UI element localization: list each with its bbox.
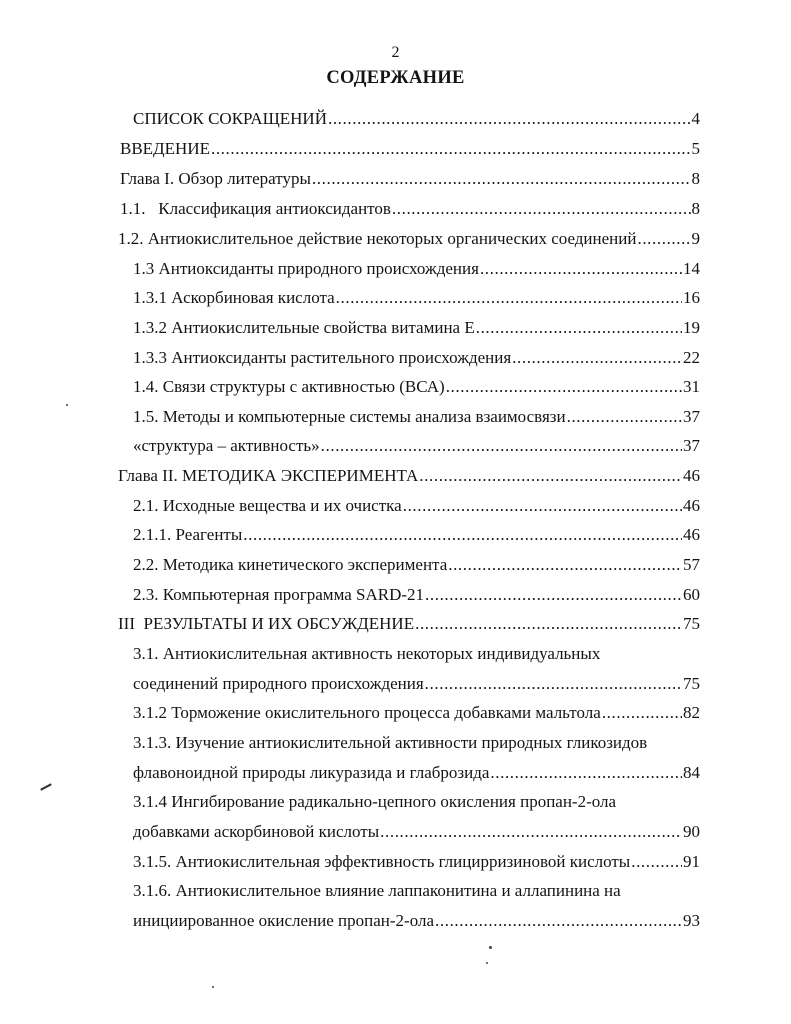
- toc-entry-text: Глава II. МЕТОДИКА ЭКСПЕРИМЕНТА: [118, 466, 419, 485]
- toc-entry-text: 3.1.2 Торможение окислительного процесса добавками мальтола: [133, 703, 601, 722]
- toc-entry-text: 1.3 Антиоксиданты природного происхождения: [133, 259, 479, 278]
- toc-entry-text: 1.5. Методы и компьютерные системы анализа взаимосвязи: [133, 407, 566, 426]
- toc-entry-text: 2.2. Методика кинетического эксперимента: [133, 555, 448, 574]
- toc-entry: [133, 348, 700, 368]
- toc-leader-dots: [435, 911, 682, 931]
- toc-entry-page: 9: [691, 229, 700, 248]
- toc-entry-text: добавками аскорбиновой кислоты: [133, 822, 380, 841]
- toc-entry-text: 2.1. Исходные вещества и их очистка: [133, 496, 402, 515]
- toc-entry-page: 19: [683, 318, 700, 337]
- scan-speck: [66, 404, 68, 406]
- toc-leader-dots: [490, 763, 682, 783]
- toc-entry: [120, 169, 700, 189]
- toc-entry: [133, 377, 700, 397]
- toc-entry-page: 57: [683, 555, 700, 574]
- toc-entry-text: 3.1.4 Ингибирование радикально-цепного окисления пропан-2-ола: [133, 792, 617, 811]
- toc-entry-text: «структура – активность»: [133, 436, 320, 455]
- toc-entry: [133, 763, 700, 783]
- toc-entry-text: инициированное окисление пропан-2-ола: [133, 911, 435, 930]
- toc-entry-text: 3.1.5. Антиокислительная эффективность глицирризиновой кислоты: [133, 852, 631, 871]
- toc-leader-dots: [631, 852, 682, 872]
- toc-entry: [120, 139, 700, 159]
- toc-entry-continued: [133, 792, 700, 812]
- toc-leader-dots: [321, 436, 682, 456]
- toc-leader-dots: [425, 674, 682, 694]
- toc-entry-page: 14: [683, 259, 700, 278]
- toc-entry: [133, 585, 700, 605]
- toc-leader-dots: [567, 407, 682, 427]
- toc-entry-page: 84: [683, 763, 700, 782]
- toc-entry-text: ВВЕДЕНИЕ: [120, 139, 210, 158]
- toc-entry: [133, 259, 700, 279]
- toc-entry-page: 75: [683, 614, 700, 633]
- toc-entry-page: 60: [683, 585, 700, 604]
- toc-entry-page: 46: [683, 525, 700, 544]
- toc-entry-page: 8: [691, 169, 700, 188]
- toc-entry-continued: [133, 644, 700, 664]
- toc-entry-page: 93: [683, 911, 700, 930]
- toc-entry: [120, 199, 700, 219]
- toc-leader-dots: [602, 703, 682, 723]
- toc-entry-text: 1.3.3 Антиоксиданты растительного происхождения: [133, 348, 512, 367]
- toc-entry: [133, 525, 700, 545]
- toc-entry: [133, 109, 700, 129]
- toc-entry-text: 3.1.3. Изучение антиокислительной активности природных гликозидов: [133, 733, 648, 752]
- toc-entry-text: 2.1.1. Реагенты: [133, 525, 243, 544]
- toc-leader-dots: [312, 169, 691, 189]
- toc-entry: [133, 911, 700, 931]
- toc-entry-text: 1.2. Антиокислительное действие некоторых органических соединений: [118, 229, 637, 248]
- toc-leader-dots: [480, 259, 682, 279]
- toc-entry: [133, 703, 700, 723]
- toc-entry-text: СПИСОК СОКРАЩЕНИЙ: [133, 109, 327, 128]
- toc-entry-page: 37: [683, 436, 700, 455]
- toc-entry: [133, 674, 700, 694]
- toc-leader-dots: [403, 496, 682, 516]
- scan-mark: [40, 783, 52, 790]
- toc-entry-text: 3.1.6. Антиокислительное влияние лаппаконитина и аллапинина на: [133, 881, 621, 900]
- toc-leader-dots: [380, 822, 682, 842]
- toc-entry-page: 5: [691, 139, 700, 158]
- toc-entry-text: 1.3.2 Антиокислительные свойства витамина Е: [133, 318, 475, 337]
- toc-entry-page: 31: [683, 377, 700, 396]
- toc-leader-dots: [243, 525, 682, 545]
- toc-entry: [118, 229, 700, 249]
- toc-entry-continued: [133, 881, 700, 901]
- toc-entry-page: 46: [683, 466, 700, 485]
- toc-entry-text: 3.1. Антиокислительная активность некоторых индивидуальных: [133, 644, 601, 663]
- toc-leader-dots: [512, 348, 682, 368]
- toc-entry: [133, 318, 700, 338]
- toc-entry-text: 1.4. Связи структуры с активностью (ВСА): [133, 377, 445, 396]
- toc-entry: [133, 822, 700, 842]
- toc-entry-text: 1.3.1 Аскорбиновая кислота: [133, 288, 335, 307]
- toc-entry-page: 4: [691, 109, 700, 128]
- scan-speck: [486, 962, 488, 964]
- toc-leader-dots: [415, 614, 682, 634]
- toc-entry-page: 46: [683, 496, 700, 515]
- toc-entry-text: флавоноидной природы ликуразида и глаброзида: [133, 763, 490, 782]
- toc-entry-continued: [133, 733, 700, 753]
- toc-entry: [133, 555, 700, 575]
- toc-entry: [133, 407, 700, 427]
- toc-entry: [118, 466, 700, 486]
- toc-entry: [118, 614, 700, 634]
- toc-entry: [133, 496, 700, 516]
- toc-entry-page: 90: [683, 822, 700, 841]
- toc-leader-dots: [392, 199, 691, 219]
- toc-entry: [133, 436, 700, 456]
- toc-entry-page: 22: [683, 348, 700, 367]
- page-title: СОДЕРЖАНИЕ: [326, 68, 465, 88]
- toc-entry-page: 37: [683, 407, 700, 426]
- toc-leader-dots: [419, 466, 682, 486]
- toc-leader-dots: [476, 318, 682, 338]
- page-number: 2: [391, 44, 400, 61]
- toc-leader-dots: [328, 109, 691, 129]
- toc-leader-dots: [425, 585, 682, 605]
- toc-leader-dots: [446, 377, 682, 397]
- toc-entry: [133, 852, 700, 872]
- toc-entry-text: Глава I. Обзор литературы: [120, 169, 311, 188]
- toc-entry-text: соединений природного происхождения: [133, 674, 424, 693]
- toc-leader-dots: [448, 555, 682, 575]
- scan-speck: [489, 946, 492, 949]
- toc-leader-dots: [637, 229, 690, 249]
- toc-entry-text: III РЕЗУЛЬТАТЫ И ИХ ОБСУЖДЕНИЕ: [118, 614, 415, 633]
- toc-entry-text: 2.3. Компьютерная программа SARD-21: [133, 585, 425, 604]
- toc-entry-page: 82: [683, 703, 700, 722]
- toc-leader-dots: [211, 139, 691, 159]
- toc-entry-page: 91: [683, 852, 700, 871]
- toc-entry-page: 16: [683, 288, 700, 307]
- toc-entry: [133, 288, 700, 308]
- scan-speck: [212, 986, 214, 988]
- toc-entry-page: 8: [691, 199, 700, 218]
- toc-leader-dots: [336, 288, 682, 308]
- toc-entry-page: 75: [683, 674, 700, 693]
- toc-entry-text: 1.1. Классификация антиоксидантов: [120, 199, 391, 218]
